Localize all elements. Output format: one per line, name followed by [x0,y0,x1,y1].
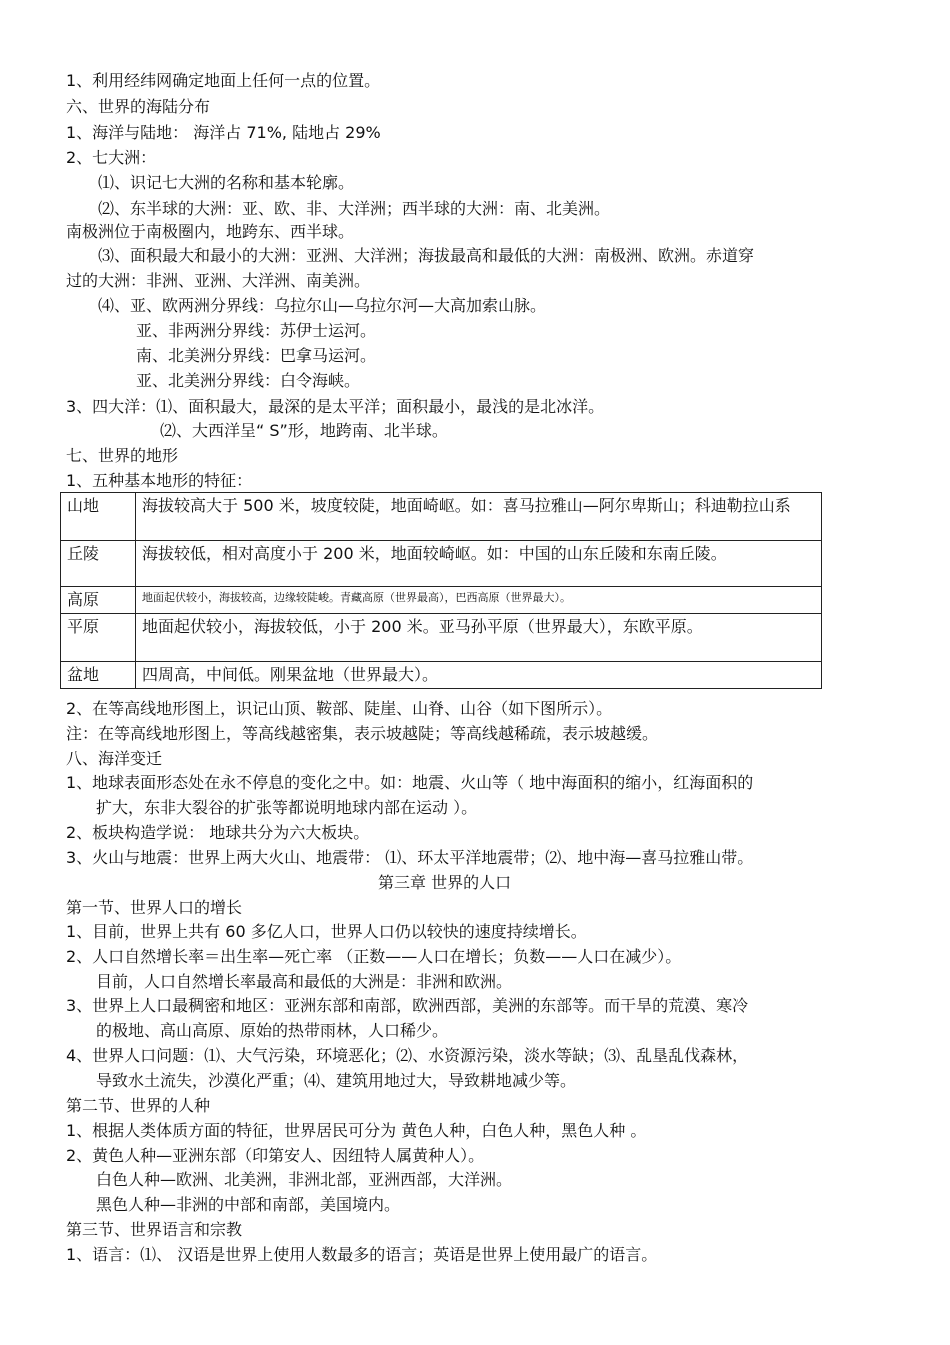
landform-desc: 海拔较高大于 500 米，坡度较陡，地面崎岖。如：喜马拉雅山—阿尔卑斯山；科迪勒拉山系 [136,493,822,541]
text-line: ⑵、东半球的大洲：亚、欧、非、大洋洲；西半球的大洲：南、北美洲。 [98,199,611,218]
text-line: 4、世界人口问题：⑴、大气污染，环境恶化；⑵、水资源污染，淡水等缺；⑶、乱垦乱伐森林， [66,1046,749,1065]
text-line: 亚、北美洲分界线：白令海峡。 [136,371,361,390]
text-line: 1、利用经纬网确定地面上任何一点的位置。 [66,71,381,90]
table-row [61,587,822,614]
text-line: 3、四大洋：⑴、面积最大，最深的是太平洋；面积最小，最浅的是北冰洋。 [66,397,605,416]
text-line: 亚、非两洲分界线：苏伊士运河。 [136,321,377,340]
text-line: 3、火山与地震：世界上两大火山、地震带： ⑴、环太平洋地震带；⑵、地中海—喜马拉雅山带。 [66,848,754,867]
landform-name: 高原 [61,587,136,614]
text-line: 1、语言：⑴、 汉语是世界上使用人数最多的语言；英语是世界上使用最广的语言。 [66,1245,658,1264]
section-heading: 七、世界的地形 [66,446,179,465]
table-row [61,614,822,662]
text-line: ⑵、大西洋呈“ S”形，地跨南、北半球。 [160,421,448,440]
landform-desc: 地面起伏较小，海拔较低，小于 200 米。亚马孙平原（世界最大），东欧平原。 [136,614,822,662]
text-line: 过的大洲：非洲、亚洲、大洋洲、南美洲。 [66,271,371,290]
text-line: 黑色人种—非洲的中部和南部，美国境内。 [96,1195,401,1214]
text-line: 3、世界上人口最稠密和地区：亚洲东部和南部，欧洲西部，美洲的东部等。而干旱的荒漠、寒冷 [66,996,749,1015]
section-heading: 第二节、世界的人种 [66,1096,211,1115]
text-line: 白色人种—欧洲、北美洲，非洲北部，亚洲西部，大洋洲。 [96,1170,513,1189]
table-row [61,662,822,689]
text-line: 2、在等高线地形图上，识记山顶、鞍部、陡崖、山脊、山谷（如下图所示）。 [66,699,613,718]
text-line: ⑴、识记七大洲的名称和基本轮廓。 [98,173,355,192]
section-heading: 第一节、世界人口的增长 [66,898,243,917]
text-line: 2、人口自然增长率＝出生率—死亡率 （正数——人口在增长；负数——人口在减少）。 [66,947,682,966]
landform-table [60,492,822,689]
text-line: 南极洲位于南极圈内，地跨东、西半球。 [66,222,355,241]
text-line: 注：在等高线地形图上，等高线越密集，表示坡越陡；等高线越稀疏，表示坡越缓。 [66,724,659,743]
text-line: 2、黄色人种—亚洲东部（印第安人、因纽特人属黄种人）。 [66,1146,485,1165]
landform-name: 平原 [61,614,136,662]
section-heading: 六、世界的海陆分布 [66,97,211,116]
text-line: 2、板块构造学说： 地球共分为六大板块。 [66,823,370,842]
text-line: 的极地、高山高原、原始的热带雨林，人口稀少。 [96,1021,449,1040]
table-row [61,541,822,587]
landform-desc: 四周高，中间低。刚果盆地（世界最大）。 [136,662,822,689]
text-line: 导致水土流失，沙漠化严重；⑷、建筑用地过大，导致耕地减少等。 [96,1071,577,1090]
landform-desc: 海拔较低，相对高度小于 200 米，地面较崎岖。如：中国的山东丘陵和东南丘陵。 [136,541,822,587]
text-line: 扩大，东非大裂谷的扩张等都说明地球内部在运动 ）。 [96,798,478,817]
section-heading: 第三节、世界语言和宗教 [66,1220,243,1239]
landform-name: 盆地 [61,662,136,689]
text-line: 2、七大洲： [66,148,157,167]
text-line: 目前，人口自然增长率最高和最低的大洲是：非洲和欧洲。 [96,972,513,991]
text-line: ⑷、亚、欧两洲分界线：乌拉尔山—乌拉尔河—大高加索山脉。 [98,296,547,315]
text-line: 1、地球表面形态处在永不停息的变化之中。如：地震、火山等（ 地中海面积的缩小，红海面积的 [66,773,754,792]
landform-name: 山地 [61,493,136,541]
landform-desc: 地面起伏较小，海拔较高，边缘较陡峻。青藏高原（世界最高），巴西高原（世界最大）。 [136,587,822,614]
text-line: ⑶、面积最大和最小的大洲：亚洲、大洋洲；海拔最高和最低的大洲：南极洲、欧洲。赤道穿 [98,246,755,265]
text-line: 1、根据人类体质方面的特征，世界居民可分为 黄色人种，白色人种，黑色人种 。 [66,1121,647,1140]
chapter-heading: 第三章 世界的人口 [378,873,512,892]
text-line: 1、五种基本地形的特征： [66,471,253,490]
text-line: 1、目前，世界上共有 60 多亿人口，世界人口仍以较快的速度持续增长。 [66,922,587,941]
text-line: 南、北美洲分界线：巴拿马运河。 [136,346,377,365]
landform-name: 丘陵 [61,541,136,587]
section-heading: 八、海洋变迁 [66,749,163,768]
table-row [61,493,822,541]
text-line: 1、海洋与陆地： 海洋占 71%, 陆地占 29% [66,123,381,142]
